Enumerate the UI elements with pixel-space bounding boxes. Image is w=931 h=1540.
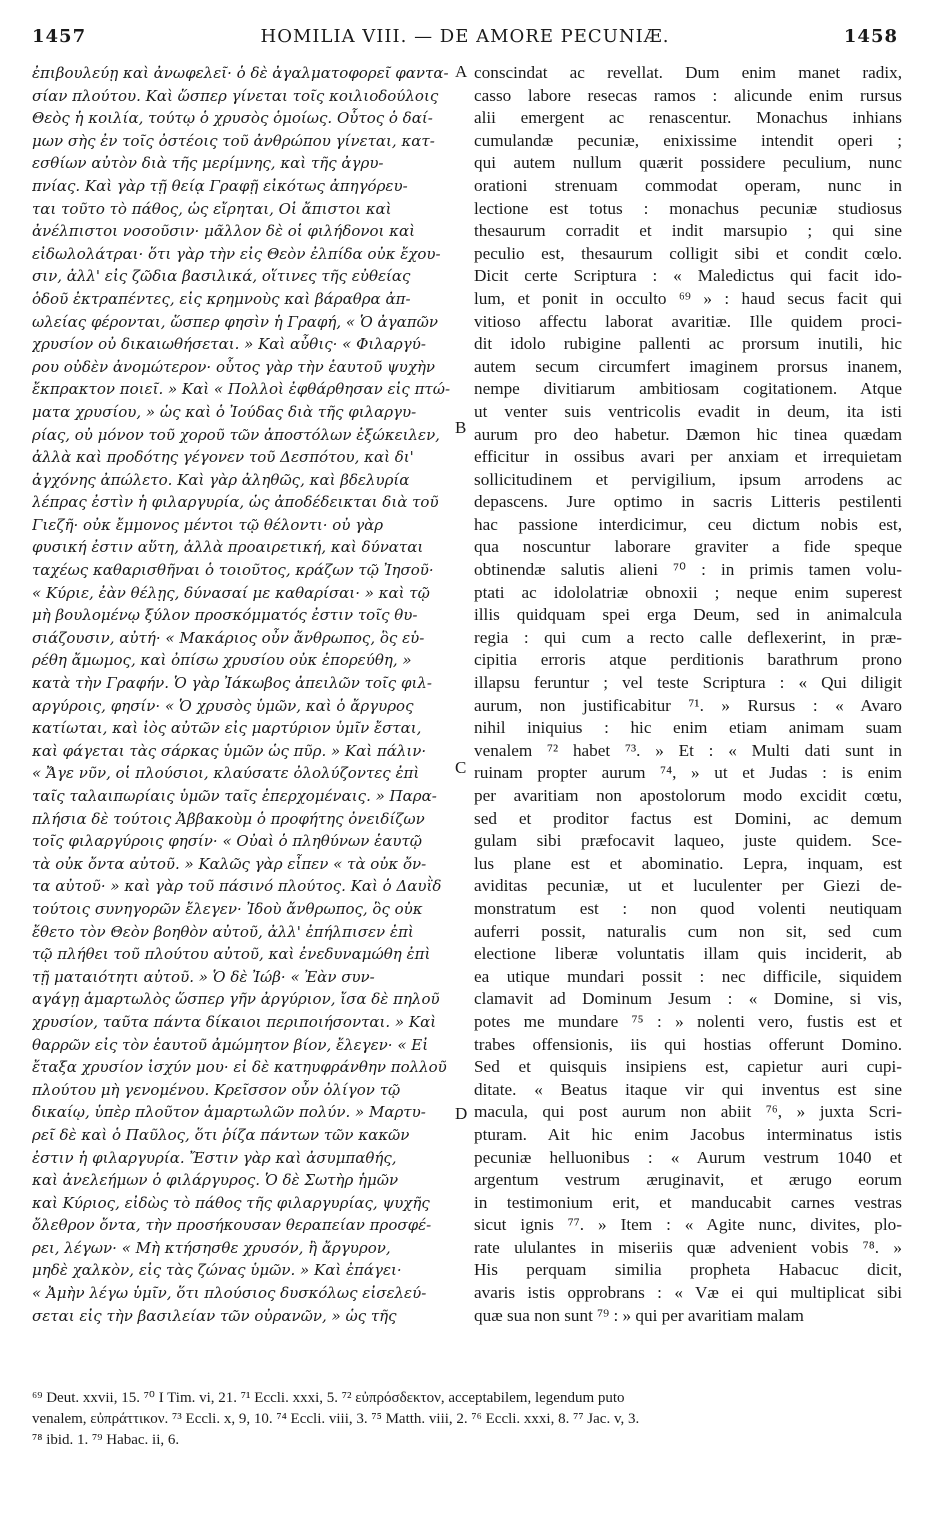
latin-text-line: ptati ac idololatriæ obnoxii ; neque enim superest <box>474 582 902 602</box>
latin-text-line: peculio est, thesaurum colligit sibi et condit cœlo. <box>474 243 902 263</box>
greek-text-line: πνίας. Καὶ γὰρ τῇ θείᾳ Γραφῇ εἰκότως ἀπηγόρευ- <box>32 176 408 195</box>
greek-text-line: ρει, λέγων· « Μὴ κτήσησθε χρυσόν, ἢ ἄργυρον, <box>32 1238 391 1257</box>
section-marker-c: C <box>455 758 467 777</box>
greek-text-line: ρέθη ἄμωμος, καὶ ὀπίσω χρυσίου οὐκ ἐπορεύθη, » <box>32 651 412 670</box>
greek-text-line: ὁδοῦ ἐκτραπέντες, εἰς κρημνοὺς καὶ βάραθρα ἀπ- <box>32 289 411 308</box>
page-number-right: 1458 <box>843 26 898 47</box>
footnote-line: ⁷⁸ ibid. 1. ⁷⁹ Habac. ii, 6. <box>32 1432 180 1448</box>
greek-text-line: ωλείας φέρονται, ὥσπερ φησὶν ἡ Γραφή, « Ὁ ἀγαπῶν <box>32 312 438 331</box>
greek-text-line: ἔταξα χρυσίον ἰσχύν μου· εἰ δὲ κατηυφράνθην πολλοῦ <box>32 1058 447 1077</box>
greek-text-line: καὶ Κύριος, εἰδὼς τὸ πάθος τῆς φιλαργυρίας, ψυχῆς <box>32 1193 430 1212</box>
greek-text-line: ἀνέλπιστοι νοσοῦσιν· μᾶλλον δὲ οἱ φιλήδονοι καὶ <box>32 222 415 241</box>
latin-text-line: rate ululantes in miseriis quæ advenient vobis ⁷⁸. » <box>474 1237 902 1257</box>
latin-text-line: Dicit certe Scriptura : « Maledictus qui facit ido- <box>474 266 902 286</box>
greek-text-line: ἔθετο τὸν Θεὸν βοηθὸν αὐτοῦ, ἀλλ' ἐπήλπισεν ἐπὶ <box>32 922 414 941</box>
greek-text-line: ρεῖ δὲ καὶ ὁ Παῦλος, ὅτι ῥίζα πάντων τῶν κακῶν <box>32 1125 410 1144</box>
greek-text-line: καὶ ἀνελεήμων ὁ φιλάργυρος. Ὁ δὲ Σωτὴρ ἡμῶν <box>32 1171 399 1190</box>
greek-text-line: τοῖς φιλαργύροις φησίν· « Οὐαὶ ὁ πληθύνων ἑαυτῷ <box>32 832 422 851</box>
footnotes <box>32 1388 904 1451</box>
greek-text-line: σιάζουσιν, αὐτή· « Μακάριος οὖν ἄνθρωπος, ὃς εὑ- <box>32 628 425 647</box>
latin-text-line: potes me mundare ⁷⁵ : » nolenti vero, fustis est et <box>474 1011 902 1031</box>
latin-text-line: regia : qui cum a recto calle deflexerint, in præ- <box>474 627 902 647</box>
latin-text-line: vitioso affectu laborat avaritiæ. Ille quidem proci- <box>474 311 902 331</box>
greek-text-line: τὰ οὐκ ὄντα αὐτοῦ. » Καλῶς γὰρ εἶπεν « τὰ οὐκ ὄν- <box>32 854 427 873</box>
greek-text-line: εσθίων αὐτὸν διὰ τῆς μερίμνης, καὶ τῆς ἀγρυ- <box>32 154 384 173</box>
latin-text-line: quæ sua non sunt ⁷⁹ : » qui per avaritiam malam <box>474 1305 804 1325</box>
greek-text-line: ματα χρυσίου, » ὡς καὶ ὁ Ἰούδας διὰ τῆς φιλαργυ- <box>32 402 417 421</box>
greek-text-line: χρυσίον, ταῦτα πάντα δίκαιοι περιποιήσονται. » Καὶ <box>32 1012 437 1031</box>
greek-text-line: καὶ φάγεται τὰς σάρκας ὑμῶν ὡς πῦρ. » Καὶ πάλιν· <box>32 741 427 760</box>
running-title: HOMILIA VIII. — DE AMORE PECUNIÆ. <box>260 26 670 47</box>
greek-text-line: αργύροις, φησίν· « Ὁ χρυσὸς ὑμῶν, καὶ ὁ ἄργυρος <box>32 696 414 715</box>
latin-text-line: aurum, non justificabitur ⁷¹. » Rursus : « Avaro <box>474 695 902 715</box>
latin-text-line: qui autem nullum quærit possidere peculium, nunc <box>474 153 902 173</box>
greek-text-line: ταῖς ταλαιπωρίαις ὑμῶν ταῖς ἐπερχομέναις. » Παρα- <box>32 787 437 805</box>
running-header <box>32 26 898 60</box>
latin-text-line: casso labore resecas ramos : alicunde enim rursus <box>474 85 902 105</box>
latin-text-line: hac passione interdicimur, ceu dictum nobis est, <box>474 514 902 534</box>
latin-text-line: ditate. « Beatus itaque vir qui inventus est sine <box>474 1079 902 1099</box>
latin-text-line: pturam. Ait hic enim Jacobus interminatus istis <box>474 1124 902 1144</box>
latin-text-line: pecuniæ helluonibus : « Aurum vestrum 1040 et <box>474 1147 902 1167</box>
greek-text-line: πλήσια δὲ τούτοις Ἀββακοὺμ ὁ προφήτης ὀνειδίζων <box>32 809 425 828</box>
latin-text-line: electione liberæ voluntatis illam quis inciderit, ab <box>474 944 902 964</box>
latin-text-line: lum, et ponit in occulto ⁶⁹ » : haud secus facit qui <box>474 288 902 308</box>
latin-text-line: obtinendæ salutis alieni ⁷⁰ : in primis tamen volu- <box>474 560 902 580</box>
latin-text-line: monstratum est : non quod volenti neutiquam <box>474 898 902 918</box>
latin-text-line: clamavit ad Dominum Jesum : « Domine, si vis, <box>474 989 902 1009</box>
latin-text-line: nihil iniquius : hic enim etiam animam suam <box>474 718 902 738</box>
greek-text-line: Θεὸς ἡ κοιλία, τούτῳ ὁ χρυσὸς ὁμοίως. Οὗτος ὁ δαί- <box>32 109 433 128</box>
latin-text-line: ut venter suis ventricolis evadit in deum, ita isti <box>474 401 902 421</box>
greek-text-line: τα αὐτοῦ· » καὶ γὰρ τοῦ πάσινό πλούτος. Καὶ ὁ Δαυῒδ <box>32 877 442 896</box>
latin-text-line: macula, qui post aurum non abiit ⁷⁶, » juxta Scri- <box>474 1102 902 1122</box>
latin-text-line: auferri possit, naturalis cum non sit, sed cum <box>474 921 902 941</box>
greek-text-line: ταχέως καθαρισθῆναι ὁ τοιοῦτος, κράζων τῷ Ἰησοῦ· <box>32 561 434 580</box>
greek-text-line: δικαίῳ, ὑπὲρ πλοῦτον ἁμαρτωλῶν πολύν. » Μαρτυ- <box>32 1103 426 1122</box>
latin-text-line: avaris istis opprobrans : « Væ ei qui multiplicat sibi <box>474 1283 902 1303</box>
greek-text-line: « Ἀμὴν λέγω ὑμῖν, ὅτι πλούσιος δυσκόλως εἰσελεύ- <box>32 1284 427 1303</box>
footnote-line: ⁶⁹ Deut. xxvii, 15. ⁷⁰ I Tim. vi, 21. ⁷¹ Eccli. xxxi, 5. ⁷² εὐπρόσδεκτον, acceptabilem, legendum puto <box>32 1390 625 1406</box>
latin-text-line: illapsu feruntur ; vel teste Scriptura : « Qui diligit <box>474 673 902 693</box>
latin-text-line: His perquam similia propheta Habacuc dicit, <box>474 1260 902 1280</box>
greek-text-line: ἀγχόνης ἀπώλετο. Καὶ γὰρ ἀληθῶς, καὶ βδελυρία <box>32 470 410 489</box>
latin-text-line: thesaurum corradit et indit marsupio ; qui sine <box>474 221 902 241</box>
greek-text-line: τῷ πλήθει τοῦ πλούτου αὐτοῦ, καὶ ἐνεδυναμώθη ἐπὶ <box>32 945 431 964</box>
greek-text-line: ἀλλὰ καὶ προδότης γέγονεν τοῦ Δεσπότου, καὶ δι' <box>32 448 414 467</box>
page-number-left: 1457 <box>32 26 87 47</box>
greek-text-line: ται τοῦτο τὸ πάθος, ὡς εἴρηται, Οἱ ἄπιστοι καὶ <box>32 199 392 218</box>
latin-text-line: sicut ignis ⁷⁷. » Item : « Agite nunc, divites, plo- <box>474 1215 902 1235</box>
latin-text-line: aurum pro deo habetur. Dæmon hic tinea quædam <box>474 424 902 444</box>
greek-text-line: φυσική ἐστιν αὕτη, ἀλλὰ προαιρετική, καὶ δύναται <box>32 538 424 557</box>
latin-text-line: trabes offensionis, iis qui hostias offerunt Domino. <box>474 1034 902 1054</box>
latin-text-line: depascens. Jure optimo in sacris Litteris pestilenti <box>474 492 902 512</box>
greek-text-line: κατίωται, καὶ ἰὸς αὐτῶν εἰς μαρτύριον ὑμῖν ἔσται, <box>32 719 422 738</box>
greek-text-line: χρυσίον οὐ δικαιωθήσεται. » Καὶ αὖθις· « Φιλαργύ- <box>32 335 426 354</box>
latin-text-line: Sed et quisquis insipiens est, capietur auri cupi- <box>474 1057 902 1077</box>
latin-text-line: orationi strenuam commodat operam, nunc in <box>474 175 902 195</box>
greek-text-line: λέπρας ἐστὶν ἡ φιλαργυρία, ὡς ἀποδέδεικται διὰ τοῦ <box>32 493 439 512</box>
greek-text-line: ἐστιν ἡ φιλαργυρία. Ἔστιν γὰρ καὶ ἀσυμπαθής, <box>32 1148 397 1167</box>
greek-text-line: ὄλεθρον ὄντα, τὴν προσήκουσαν θεραπείαν προσφέ- <box>32 1216 432 1235</box>
latin-text-line: sed et proditor factus est Domini, ac demum <box>474 808 902 828</box>
latin-text-line: dit idolo rubigine pallenti ac prorsum inutili, hic <box>474 334 902 354</box>
latin-text-line: autem secum circumfert imaginem prorsus inanem, <box>474 356 902 376</box>
greek-text-line: ρίας, οὐ μόνον τοῦ χοροῦ τῶν ἀποστόλων ἐξώκειλεν, <box>32 425 440 444</box>
latin-text-line: ruinam propter aurum ⁷⁴, » ut et Judas : is enim <box>474 763 902 783</box>
greek-text-line: αγάγῃ ἁμαρτωλὸς ὥσπερ γῆν ἀργύριον, ἴσα δὲ πηλοῦ <box>32 990 440 1009</box>
latin-text-line: conscindat ac revellat. Dum enim manet radix, <box>474 63 902 82</box>
latin-text-line: cumulandæ pecuniæ, enixissime intendit operi ; <box>474 130 902 150</box>
greek-text-line: σιν, ἀλλ' εἰς ζῶδια βασιλικά, οἵτινες τῆς εὐθείας <box>32 267 411 286</box>
greek-text-line: τῇ ματαιότητι αὐτοῦ. » Ὁ δὲ Ἰώβ· « Ἐὰν συν- <box>32 967 375 986</box>
greek-text-line: μηδὲ χαλκὸν, εἰς τὰς ζώνας ὑμῶν. » Καὶ ἐπάγει· <box>32 1261 402 1280</box>
greek-text-line: πλούτου μὴ γενομένου. Κρεῖσσον οὖν ὀλίγον τῷ <box>32 1080 401 1099</box>
greek-text-line: « Κύριε, ἐὰν θέλῃς, δύνασαί με καθαρίσαι· » καὶ τῷ <box>32 583 430 602</box>
latin-text-line: lectione est totus : monachus pecuniæ studiosus <box>474 198 902 218</box>
latin-text-line: per avaritiam non apostolorum modo excidit cœtu, <box>474 786 902 805</box>
latin-text-line: qua noscuntur laborare graviter a fide speque <box>474 537 902 557</box>
greek-text-line: κατὰ τὴν Γραφήν. Ὁ γὰρ Ἰάκωβος ἀπειλῶν τοῖς φιλ- <box>32 674 432 693</box>
latin-text-line: cipitia erroris atque perditionis barathrum prono <box>474 650 902 670</box>
latin-text-line: illis quidquam spei erga Deum, sed in animalcula <box>474 605 902 625</box>
footnote-line: venalem, εὐπράττικον. ⁷³ Eccli. x, 9, 10. ⁷⁴ Eccli. viii, 3. ⁷⁵ Matth. viii, 2. ⁷⁶ Eccli. xxxi, 8. ⁷⁷ Jac. v, 3. <box>32 1411 640 1427</box>
section-marker-a: A <box>455 62 468 81</box>
greek-text-line: θαρρῶν εἰς τὸν ἑαυτοῦ ἀμώμητον βίον, ἔλεγεν· « Εἰ <box>32 1035 429 1054</box>
latin-column <box>474 62 902 1327</box>
greek-text-line: ἐπιβουλεύῃ καὶ ἀνωφελεῖ· ὁ δὲ ἀγαλματοφορεῖ φαντα- <box>32 64 449 82</box>
greek-text-line: ἔκπρακτον ποιεῖ. » Καὶ « Πολλοὶ ἐφθάρθησαν εἰς πτώ- <box>32 380 451 399</box>
latin-text-line: sollicitudinem et pervigilium, ipsum arrodens ac <box>474 469 902 489</box>
latin-text-line: nempe divitiarum ambitiosam cogitationem. Atque <box>474 379 902 399</box>
greek-text-line: σεται εἰς τὴν βασιλείαν τῶν οὐρανῶν, » ὡς τῆς <box>32 1306 397 1325</box>
greek-text-line: εἰδωλολάτραι· ὅτι γὰρ τὴν εἰς Θεὸν ἐλπίδα οὐκ ἔχου- <box>32 244 441 263</box>
section-marker-d: D <box>455 1104 468 1123</box>
greek-text-line: σίαν πλούτου. Καὶ ὥσπερ γίνεται τοῖς κοιλιοδούλοις <box>32 86 439 105</box>
latin-text-line: in testimonium erit, et manducabit carnes vestras <box>474 1192 902 1212</box>
greek-text-line: « Ἄγε νῦν, οἱ πλούσιοι, κλαύσατε ὀλολύζοντες ἐπὶ <box>32 764 420 783</box>
latin-text-line: venalem ⁷² habet ⁷³. » Et : « Multi dati sunt in <box>474 740 902 760</box>
greek-text-line: τούτοις συνηγορῶν ἔλεγεν· Ἰδοὺ ἄνθρωπος, ὃς οὐκ <box>32 899 423 918</box>
greek-column <box>32 62 458 1327</box>
greek-text-line: μων σὴς ἐν τοῖς ὀστέοις τοῦ ἀνθρώπου γίνεται, κατ- <box>32 131 435 150</box>
greek-text-line: ρου οὐδὲν ἀνομώτερον· οὗτος γὰρ τὴν ἑαυτοῦ ψυχὴν <box>32 357 436 376</box>
greek-text-line: Γιεζῆ· οὐκ ἔμμονος μέντοι τῷ θέλοντι· οὐ γὰρ <box>32 515 384 534</box>
latin-text-line: efficitur in ossibus avari per anxiam et irrequietam <box>474 447 902 467</box>
latin-text-line: lus plane est et abominatio. Lepra, inquam, est <box>474 853 902 873</box>
section-marker-b: B <box>455 418 467 437</box>
latin-text-line: argentum vestrum æruginavit, et ærugo eorum <box>474 1170 902 1190</box>
latin-text-line: ea utique mundari possit : nec difficile, siquidem <box>474 966 902 986</box>
latin-text-line: alii emergent ac renascentur. Monachus inhians <box>474 108 902 128</box>
latin-text-line: gulam sibi præfocavit laqueo, juste quidem. Sce- <box>474 831 902 851</box>
greek-text-line: μὴ βουλομένῳ ξύλον προσκόμματός ἐστιν τοῖς θυ- <box>32 606 418 625</box>
latin-text-line: aviditas pecuniæ, ut et luculenter per Giezi de- <box>474 876 902 896</box>
